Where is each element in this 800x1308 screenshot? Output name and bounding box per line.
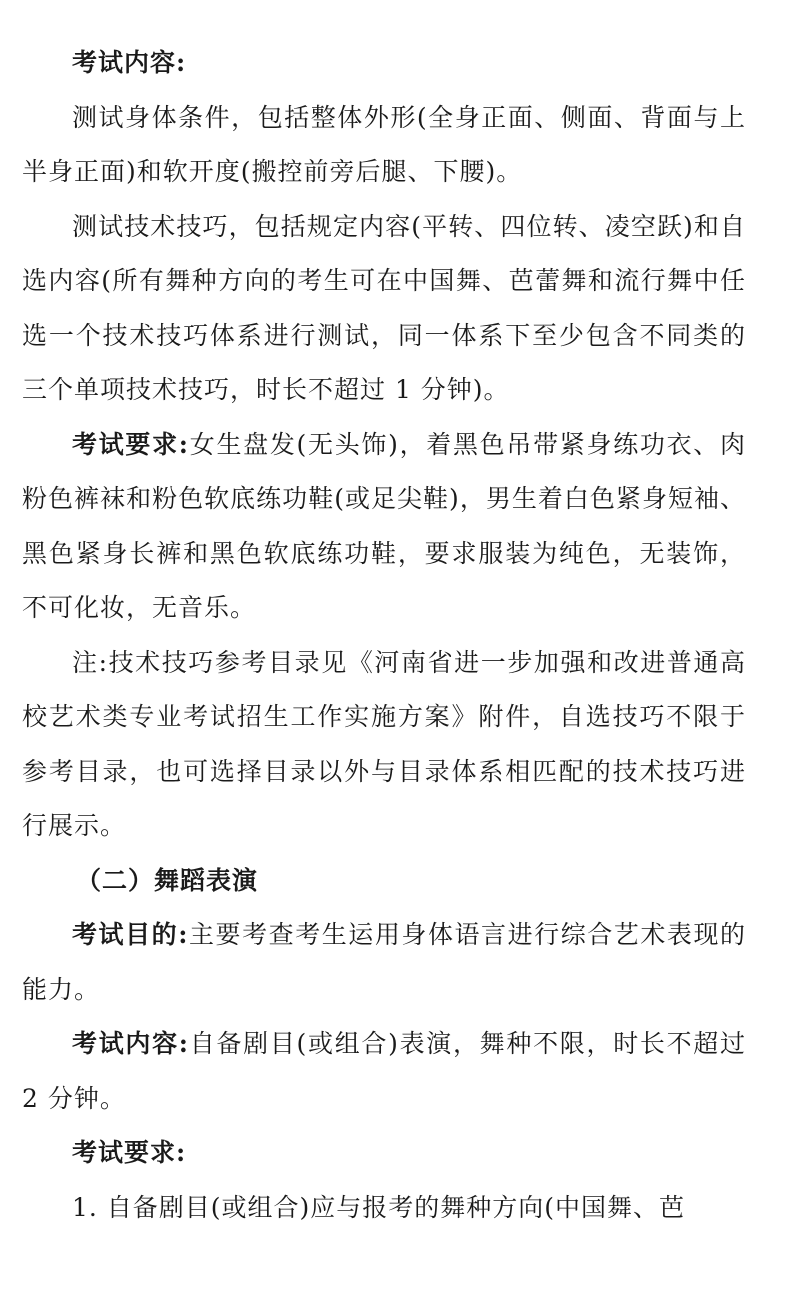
exam-requirements-2-heading-text: 考试要求: [72, 1138, 187, 1167]
document-page [22, 36, 746, 1235]
body-condition-paragraph: 测试身体条件，包括整体外形(全身正面、侧面、背面与上半身正面)和软开度(搬控前旁后腿、下腰)。 [22, 102, 746, 186]
exam-content-2-text: 自备剧目(或组合)表演，舞种不限，时长不超过 2 分钟。 [22, 1029, 746, 1113]
exam-requirements-paragraph [22, 418, 746, 636]
exam-requirements-lead: 考试要求: [72, 429, 190, 459]
exam-content-heading-text: 考试内容: [72, 48, 187, 77]
exam-purpose-paragraph [22, 908, 746, 1017]
exam-content-2-lead: 考试内容: [72, 1029, 190, 1058]
note-paragraph: 注:技术技巧参考目录见《河南省进一步加强和改进普通高校艺术类专业考试招生工作实施方案》附件，自选技巧不限于参考目录，也可选择目录以外与目录体系相匹配的技术技巧进行展示。 [22, 647, 746, 840]
exam-requirements-text: 女生盘发(无头饰)，着黑色吊带紧身练功衣、肉粉色裤袜和粉色软底练功鞋(或足尖鞋)，男生着白色紧身短袖、黑色紧身长裤和黑色软底练功鞋，要求服装为纯色，无装饰，不可化妆，无音乐。 [22, 429, 746, 622]
exam-content-heading [22, 36, 746, 91]
exam-requirements-2-heading [22, 1126, 746, 1181]
list-item-1: 1. 自备剧目(或组合)应与报考的舞种方向(中国舞、芭 [72, 1192, 686, 1222]
exam-purpose-lead: 考试目的: [72, 920, 189, 949]
exam-content-2-paragraph [22, 1017, 746, 1126]
section-title: （二）舞蹈表演 [76, 865, 259, 895]
exam-purpose-text: 主要考查考生运用身体语言进行综合艺术表现的能力。 [22, 920, 746, 1004]
technique-paragraph: 测试技术技巧，包括规定内容(平转、四位转、凌空跃)和自选内容(所有舞种方向的考生可在中国舞、芭蕾舞和流行舞中任选一个技术技巧体系进行测试，同一体系下至少包含不同类的三个单项技术技巧，时长不超过 1 分钟)。 [22, 211, 746, 404]
